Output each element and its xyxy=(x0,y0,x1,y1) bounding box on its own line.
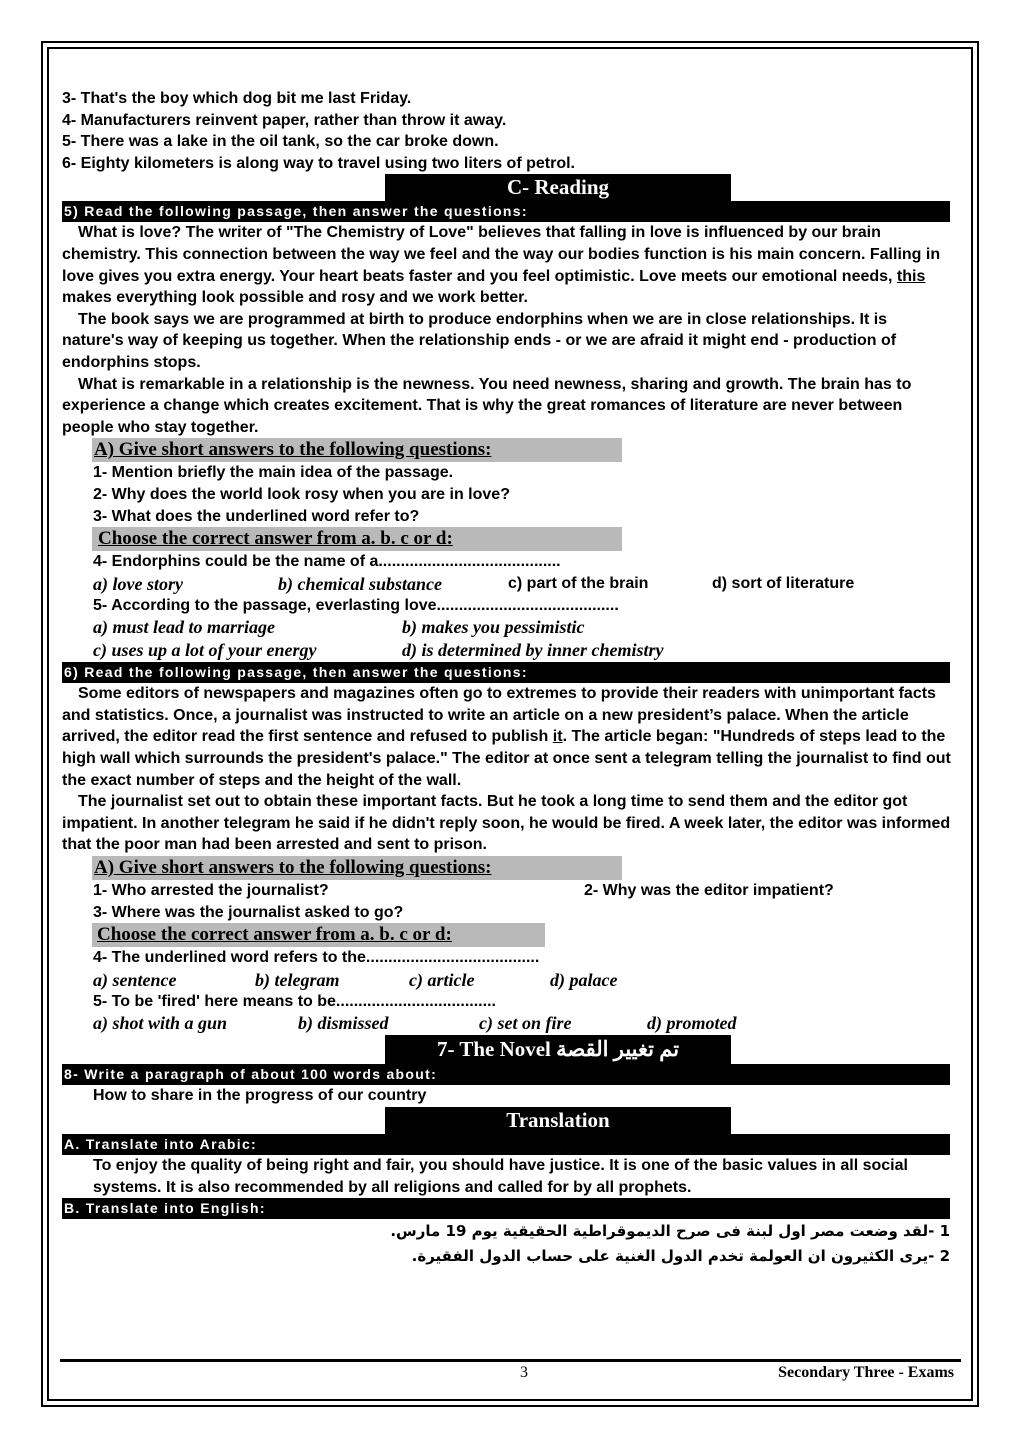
passage-2-paragraph-1 xyxy=(62,683,952,791)
p2-q5-options xyxy=(62,1012,952,1034)
translation-section-title: Translation xyxy=(385,1107,731,1134)
p2-question-3: 3- Where was the journalist asked to go? xyxy=(93,903,404,921)
short-answer-heading-1-text: A) Give short answers to the following questions: xyxy=(94,439,492,461)
novel-section-title: 7- The Novel تم تغيير القصة xyxy=(385,1035,731,1064)
passage-1-paragraph-3: What is remarkable in a relationship is the newness. You need newness, sharing and growth. The brain has to experience a change which creates excitement. That is why the great romances of literature are never between people who stay together. xyxy=(62,375,912,436)
question-5-bar: 5) Read the following passage, then answer the questions: xyxy=(62,201,950,222)
p2-questions-1-2 xyxy=(62,880,952,902)
sentence-4: 4- Manufacturers reinvent paper, rather than throw it away. xyxy=(62,111,507,129)
sentence-6: 6- Eighty kilometers is along way to travel using two liters of petrol. xyxy=(62,154,575,172)
p1-q4-options xyxy=(62,573,952,595)
underlined-word-this: this xyxy=(896,267,926,285)
arabic-sentence-1: 1 -لقد وضعت مصر اول لبنة فى صرح الديموقراطية الحقيقية يوم 19 مارس. xyxy=(390,1222,950,1241)
underlined-word-it: it xyxy=(552,728,563,746)
option-d: d) is determined by inner chemistry xyxy=(402,640,664,661)
option-a: a) love story xyxy=(93,573,183,594)
p2-q4-options xyxy=(62,969,952,991)
option-b: b) chemical substance xyxy=(278,573,442,594)
p2-question-4: 4- The underlined word refers to the....................................... xyxy=(93,949,540,967)
passage-2-p1-text: Some editors of newspapers and magazines often go to extremes to provide their readers with unimportant facts and statistics. Once, a journalist was instructed to write an article on a new president’s palace. When the article arrived, the editor read the first sentence and refused to publish xyxy=(62,685,936,746)
choose-heading-2-text: Choose the correct answer from a. b. c or d: xyxy=(97,924,452,946)
footer-rule xyxy=(60,1359,961,1362)
passage-1-p1-text: What is love? The writer of "The Chemistry of Love" believes that falling in love is influenced by our brain chemistry. This connection between the way we feel and the way our bodies function is his main concern. Falling in love gives you extra energy. Your heart beats faster and you feel optimistic. Love meets our emotional needs, xyxy=(62,224,941,285)
p2-question-2: 2- Why was the editor impatient? xyxy=(584,882,834,900)
translate-english-bar: B. Translate into English: xyxy=(62,1198,950,1219)
p1-question-2: 2- Why does the world look rosy when you are in love? xyxy=(93,485,510,503)
passage-2-p1-text-end: . The article began: "Hundreds of steps lead to the high wall which surrounds the president's palace." The editor at once sent a telegram telling the journalist to find out the exact number of steps and the height of the wall. xyxy=(62,728,951,789)
choose-heading-1-text: Choose the correct answer from a. b. c or d: xyxy=(98,528,453,550)
option-c: c) uses up a lot of your energy xyxy=(93,640,317,661)
option-a: a) sentence xyxy=(93,969,177,990)
p1-q5-options-row-1 xyxy=(62,616,952,639)
passage-2-paragraph-2: The journalist set out to obtain these important facts. But he took a long time to send them and the editor got impatient. In another telegram he said if he didn't reply soon, he would be fired. A week later, the editor was informed that the poor man had been arrested and sent to prison. xyxy=(62,793,951,854)
p2-question-1: 1- Who arrested the journalist? xyxy=(93,882,329,900)
writing-topic: How to share in the progress of our country xyxy=(93,1087,427,1105)
option-d: d) palace xyxy=(550,969,618,990)
short-answer-heading-2 xyxy=(92,856,622,880)
footer-label: Secondary Three - Exams xyxy=(778,1364,954,1381)
option-c: c) part of the brain xyxy=(508,574,649,592)
exam-content xyxy=(62,88,952,1269)
option-b: b) makes you pessimistic xyxy=(402,617,585,638)
passage-1-paragraph-2: The book says we are programmed at birth to produce endorphins when we are in close relationships. It is nature's way of keeping us together. When the relationship ends - or we are afraid it might end - production of endorphins stops. xyxy=(62,310,897,371)
p1-question-5: 5- According to the passage, everlasting love......................................... xyxy=(93,596,619,614)
question-6-bar: 6) Read the following passage, then answer the questions: xyxy=(62,662,950,683)
p1-question-1: 1- Mention briefly the main idea of the passage. xyxy=(93,464,454,482)
option-b: b) dismissed xyxy=(298,1013,389,1034)
page-number: 3 xyxy=(520,1364,528,1381)
translate-arabic-bar: A. Translate into Arabic: xyxy=(62,1134,950,1155)
passage-1-paragraph-1 xyxy=(62,222,952,308)
option-c: c) article xyxy=(409,969,475,990)
sentence-3: 3- That's the boy which dog bit me last Friday. xyxy=(62,90,412,107)
writing-bar: 8- Write a paragraph of about 100 words about: xyxy=(62,1064,950,1085)
option-a: a) must lead to marriage xyxy=(93,617,276,638)
option-d: d) sort of literature xyxy=(712,574,855,592)
p1-question-3: 3- What does the underlined word refer to? xyxy=(93,507,420,525)
arabic-sentence-2: 2 -يرى الكثيرون ان العولمة تخدم الدول الغنية على حساب الدول الفقيرة. xyxy=(411,1247,950,1266)
option-d: d) promoted xyxy=(647,1013,737,1034)
option-b: b) telegram xyxy=(255,969,340,990)
p1-question-4: 4- Endorphins could be the name of a......................................... xyxy=(93,553,561,571)
p1-q5-options-row-2 xyxy=(62,639,952,662)
option-a: a) shot with a gun xyxy=(93,1013,228,1034)
passage-1-p1-text-end: makes everything look possible and rosy and we work better. xyxy=(62,289,528,307)
short-answer-heading-2-text: A) Give short answers to the following questions: xyxy=(94,857,492,879)
p2-question-5: 5- To be 'fired' here means to be.................................... xyxy=(93,992,496,1010)
choose-heading-1 xyxy=(92,527,622,551)
translate-arabic-text: To enjoy the quality of being right and fair, you should have justice. It is one of the basic values in all social systems. It is also recommended by all religions and called for by all prophets. xyxy=(93,1157,908,1196)
option-c: c) set on fire xyxy=(479,1013,572,1034)
short-answer-heading-1 xyxy=(92,438,622,462)
sentence-5: 5- There was a lake in the oil tank, so the car broke down. xyxy=(62,133,499,151)
reading-section-title: C- Reading xyxy=(385,174,731,201)
choose-heading-2 xyxy=(92,923,545,947)
